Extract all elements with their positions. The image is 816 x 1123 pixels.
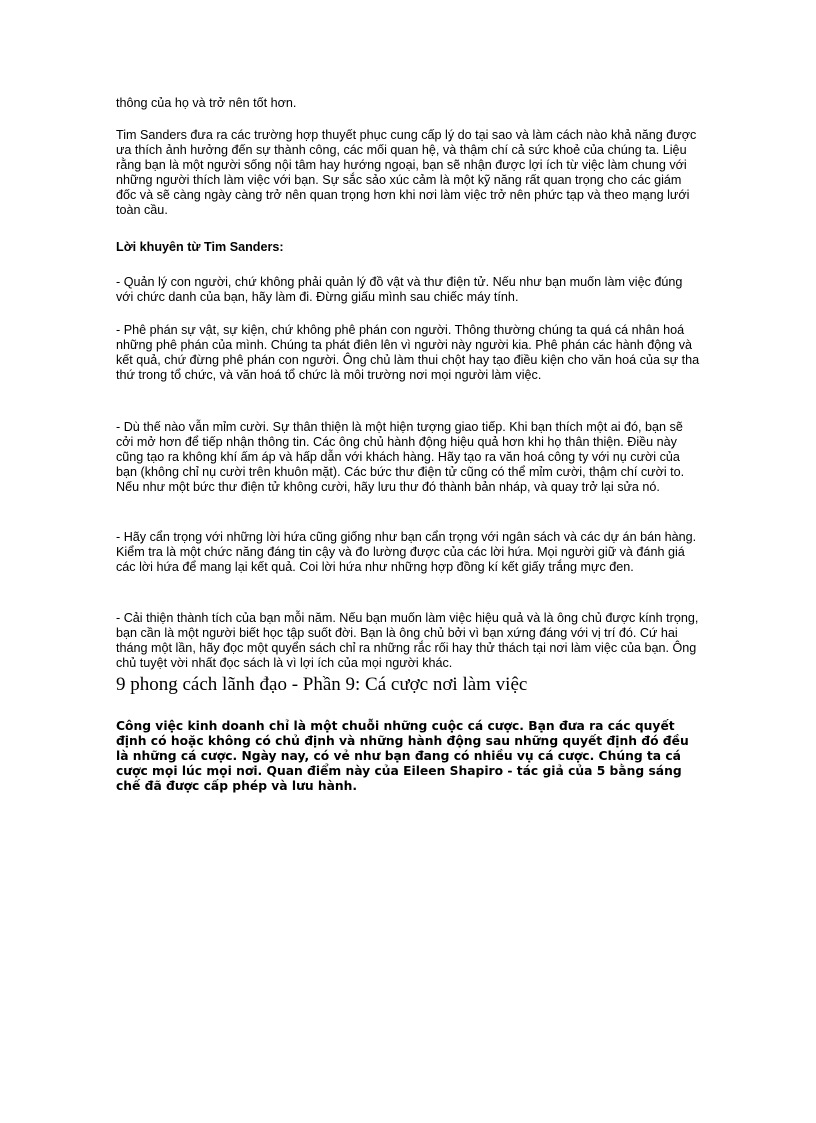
advice-item-promises: - Hãy cẩn trọng với những lời hứa cũng giống như bạn cẩn trọng với ngân sách và các dự án bán hàng. Kiểm tra là một chức năng đáng tin cậy và đo lường được của các lời hứa. Mọi người giữ và đánh giá các lời hứa để mang lại kết quả. Coi lời hứa như những hợp đồng kí kết giấy trắng mực đen.	[116, 530, 697, 574]
advice-item-improve: - Cải thiện thành tích của bạn mỗi năm. Nếu bạn muốn làm việc hiệu quả và là ông chủ được kính trọng, bạn cần là một người biết học tập suốt đời. Bạn là ông chủ bởi vì bạn xứng đáng với vị trí đó. Cứ hai tháng một lần, hãy đọc một quyển sách chỉ ra những rắc rối hay thử thách tại nơi làm việc của bạn. Ông chủ tuyệt vời nhất đọc sách là vì lợi ích của mọi người khác.	[116, 611, 699, 670]
advice-heading: Lời khuyên từ Tim Sanders:	[116, 240, 284, 254]
paragraph-continuation: thông của họ và trở nên tốt hơn.	[116, 96, 297, 110]
section-intro: Công việc kinh doanh chỉ là một chuỗi những cuộc cá cược. Bạn đưa ra các quyết định có hoặc không có chủ định và những hành động sau những quyết định đó đều là những cá cược. Ngày nay, có vẻ như bạn đang có nhiều vụ cá cược. Chúng ta cá cược mọi lúc mọi nơi. Quan điểm này của Eileen Shapiro - tác giả của 5 bằng sáng chế đã được cấp phép và lưu hành.	[116, 719, 689, 793]
advice-item-criticize-actions: - Phê phán sự vật, sự kiện, chứ không phê phán con người. Thông thường chúng ta quá cá nhân hoá những phê phán của mình. Chúng ta phát điên lên vì người này người kia. Phê phán các hành động và kết quả, chứ đừng phê phán con người. Ông chủ làm thui chột hay tạo điều kiện cho văn hoá của sự tha thứ trong tổ chức, và văn hoá tổ chức là môi trường nơi mọi người làm việc.	[116, 323, 700, 382]
paragraph-tim-sanders-intro: Tim Sanders đưa ra các trường hợp thuyết phục cung cấp lý do tại sao và làm cách nào khả năng được ưa thích ảnh hưởng đến sự thành công, các mối quan hệ, và thậm chí cả sức khoẻ của chúng ta. Liệu rằng bạn là một người sống nội tâm hay hướng ngoại, bạn sẽ nhận được lợi ích từ việc làm chung với những người thích làm việc với bạn. Sự sắc sảo xúc cảm là một kỹ năng rất quan trọng cho các giám đốc và sẽ càng ngày càng trở nên quan trọng hơn khi nơi làm việc trở nên phức tạp và theo mạng lưới toàn cầu.	[116, 128, 697, 217]
advice-item-manage-people: - Quản lý con người, chứ không phải quản lý đồ vật và thư điện tử. Nếu như bạn muốn làm việc đúng với chức danh của bạn, hãy làm đi. Đừng giấu mình sau chiếc máy tính.	[116, 275, 683, 304]
advice-item-smile: - Dù thế nào vẫn mỉm cười. Sự thân thiện là một hiện tượng giao tiếp. Khi bạn thích một ai đó, bạn sẽ cởi mở hơn để tiếp nhận thông tin. Các ông chủ hành động hiệu quả hơn khi họ thân thiện. Điều này cũng tạo ra không khí ấm áp và hấp dẫn với khách hàng. Hãy tạo ra văn hoá công ty với nụ cười của bạn (không chỉ nụ cười trên khuôn mặt). Các bức thư điện tử cũng có thể mỉm cười, thậm chí cười to. Nếu như một bức thư điện tử không cười, hãy lưu thư đó thành bản nháp, và quay trở lại sửa nó.	[116, 420, 685, 494]
section-title: 9 phong cách lãnh đạo - Phần 9: Cá cược nơi làm việc	[116, 674, 528, 695]
